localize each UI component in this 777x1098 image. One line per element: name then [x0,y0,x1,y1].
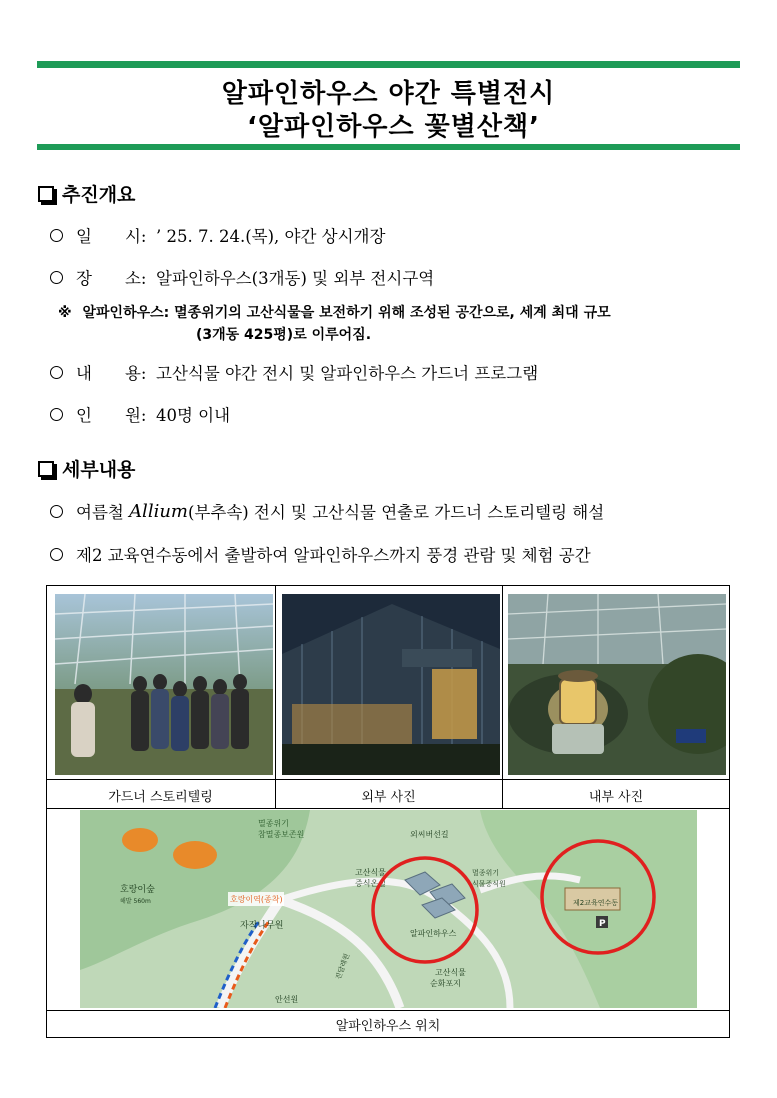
caption-exterior: 외부 사진 [361,790,416,805]
title-line-2: ‘알파인하우스 꽃별산책’ [247,112,540,142]
overview-item-date: 일 시: ’ 25. 7. 24.(목), 야간 상시개장 [50,223,385,247]
svg-text:호랑이역(종착): 호랑이역(종착) [230,895,283,904]
table-divider [275,585,276,809]
checkbox-icon [38,461,54,477]
svg-text:해발 560m: 해발 560m [120,898,151,905]
table-divider [46,779,730,780]
circle-bullet-icon [50,366,63,379]
overview-item-content: 내 용: 고산식물 야간 전시 및 알파인하우스 가드너 프로그램 [50,360,538,384]
svg-text:진달래원: 진달래원 [334,952,352,981]
table-divider [46,1010,730,1011]
caption-gardener: 가드너 스토리텔링 [108,790,213,805]
overview-item-place: 장 소: 알파인하우스(3개동) 및 외부 전시구역 [50,265,434,289]
svg-text:제2교육연수동: 제2교육연수동 [573,899,619,907]
svg-text:참멸종보존원: 참멸종보존원 [258,830,305,839]
title-top-rule [37,61,740,68]
title-line-1: 알파인하우스 야간 특별전시 [221,79,556,109]
svg-text:P: P [599,919,606,929]
photo-interior [508,594,726,775]
circle-bullet-icon [50,505,63,518]
circle-bullet-icon [50,548,63,561]
circle-bullet-icon [50,229,63,242]
circle-bullet-icon [50,408,63,421]
caption-map: 알파인하우스 위치 [335,1019,441,1034]
photo-gardener-storytelling [55,594,273,775]
section-overview-heading: 추진개요 [38,180,135,207]
alpine-house-note: ※ 알파인하우스: 멸종위기의 고산식물을 보전하기 위해 조성된 공간으로, 세계 최대 규모 (3개동 425평)로 이루어짐. [58,305,611,343]
photo-exterior [282,594,500,775]
caption-interior: 내부 사진 [588,790,644,805]
section-details-heading: 세부내용 [38,455,135,482]
svg-text:호랑이숲: 호랑이숲 [120,885,155,895]
overview-item-people: 인 원: 40명 이내 [50,402,230,426]
svg-text:고산식물: 고산식물 [435,968,466,977]
svg-text:증식온실: 증식온실 [355,879,386,888]
svg-text:고산식물: 고산식물 [355,868,386,877]
svg-text:외씨버선길: 외씨버선길 [410,830,449,839]
location-map [80,810,697,1008]
svg-text:알파인하우스: 알파인하우스 [410,929,457,938]
table-divider [502,585,503,809]
details-item-1: 여름철 Allium (부추속) 전시 및 고산식물 연출로 가드너 스토리텔링 해설 [50,499,604,523]
details-item-2: 제2 교육연수동에서 출발하여 알파인하우스까지 풍경 관람 및 체험 공간 [50,542,591,566]
table-divider [46,808,730,809]
title-bottom-rule [37,144,740,150]
svg-text:멸종위기: 멸종위기 [472,869,500,877]
svg-text:순화포지: 순화포지 [430,979,461,988]
svg-text:멸종위기: 멸종위기 [258,819,289,828]
svg-text:자작나무원: 자작나무원 [240,921,284,931]
svg-text:식물증식원: 식물증식원 [472,880,506,888]
checkbox-icon [38,186,54,202]
circle-bullet-icon [50,271,63,284]
svg-text:안선원: 안선원 [275,995,299,1004]
